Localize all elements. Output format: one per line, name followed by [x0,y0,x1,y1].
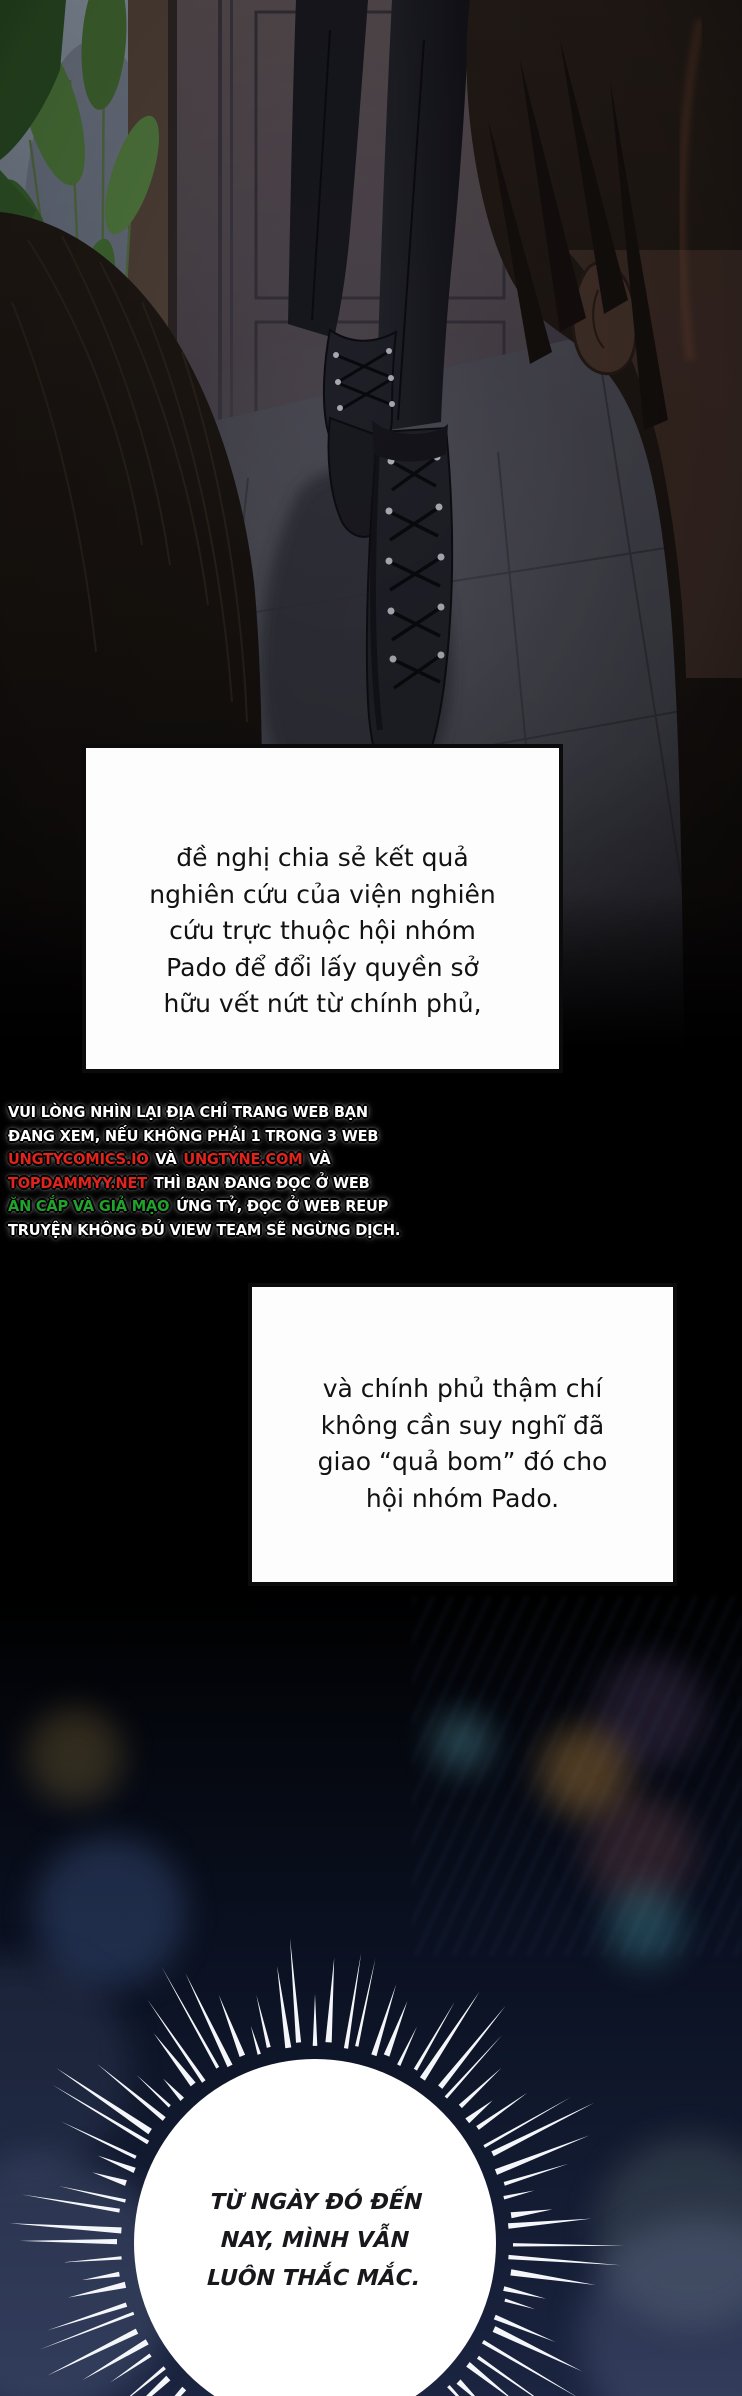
narration-box-2 [248,1283,677,1586]
bubble-line: NAY, MÌNH VẪN [220,2228,410,2253]
narration-line: giao “quả bom” đó cho [317,1447,608,1476]
narration-line: cứu trực thuộc hội nhóm [169,916,476,945]
notice-site-link: UNGTYCOMICS.IO [8,1150,149,1168]
narration-line: Pado để đổi lấy quyền sở [166,952,479,982]
narration-line: và chính phủ thậm chí [322,1374,603,1403]
notice-line-1 [8,1101,464,1125]
narration-line: đề nghị chia sẻ kết quả [176,843,469,872]
narration-box-1 [82,744,563,1073]
notice-text: TRUYỆN KHÔNG ĐỦ VIEW TEAM SẼ NGỪNG DỊCH. [8,1220,401,1239]
notice-text: THÌ BẠN ĐANG ĐỌC Ở WEB [153,1173,370,1192]
notice-text: ĐANG XEM, NẾU KHÔNG PHẢI 1 TRONG 3 WEB [8,1126,379,1145]
bubble-line: LUÔN THẮC MẮC. [206,2266,421,2291]
narration-line: hội nhóm Pado. [365,1483,560,1513]
notice-text: ỨNG TỶ, ĐỌC Ở WEB REUP [176,1197,389,1215]
narration-line: hữu vết nứt từ chính phủ, [163,989,482,1018]
panel-memory-scene [0,1596,742,2396]
notice-line-3 [8,1148,464,1172]
anti-piracy-notice [8,1101,464,1242]
notice-text: VUI LÒNG NHÌN LẠI ĐỊA CHỈ TRANG WEB BẠN [8,1103,368,1121]
notice-line-2 [8,1125,464,1149]
notice-text: VÀ [309,1150,331,1168]
narration-line: không cần suy nghĩ đã [320,1410,605,1440]
notice-site-link: UNGTYNE.COM [183,1150,303,1168]
notice-line-5 [8,1195,464,1219]
bubble-line: TỪ NGÀY ĐÓ ĐẾN [209,2190,423,2215]
notice-line-6 [8,1219,464,1243]
thought-bubble-text [148,2184,482,2298]
notice-warning-text: ĂN CẮP VÀ GIẢ MẠO [8,1197,170,1215]
notice-site-link: TOPDAMMYY.NET [8,1173,147,1192]
narration-line: nghiên cứu của viện nghiên [149,879,496,909]
notice-text: VÀ [155,1150,177,1168]
notice-line-4 [8,1172,464,1196]
